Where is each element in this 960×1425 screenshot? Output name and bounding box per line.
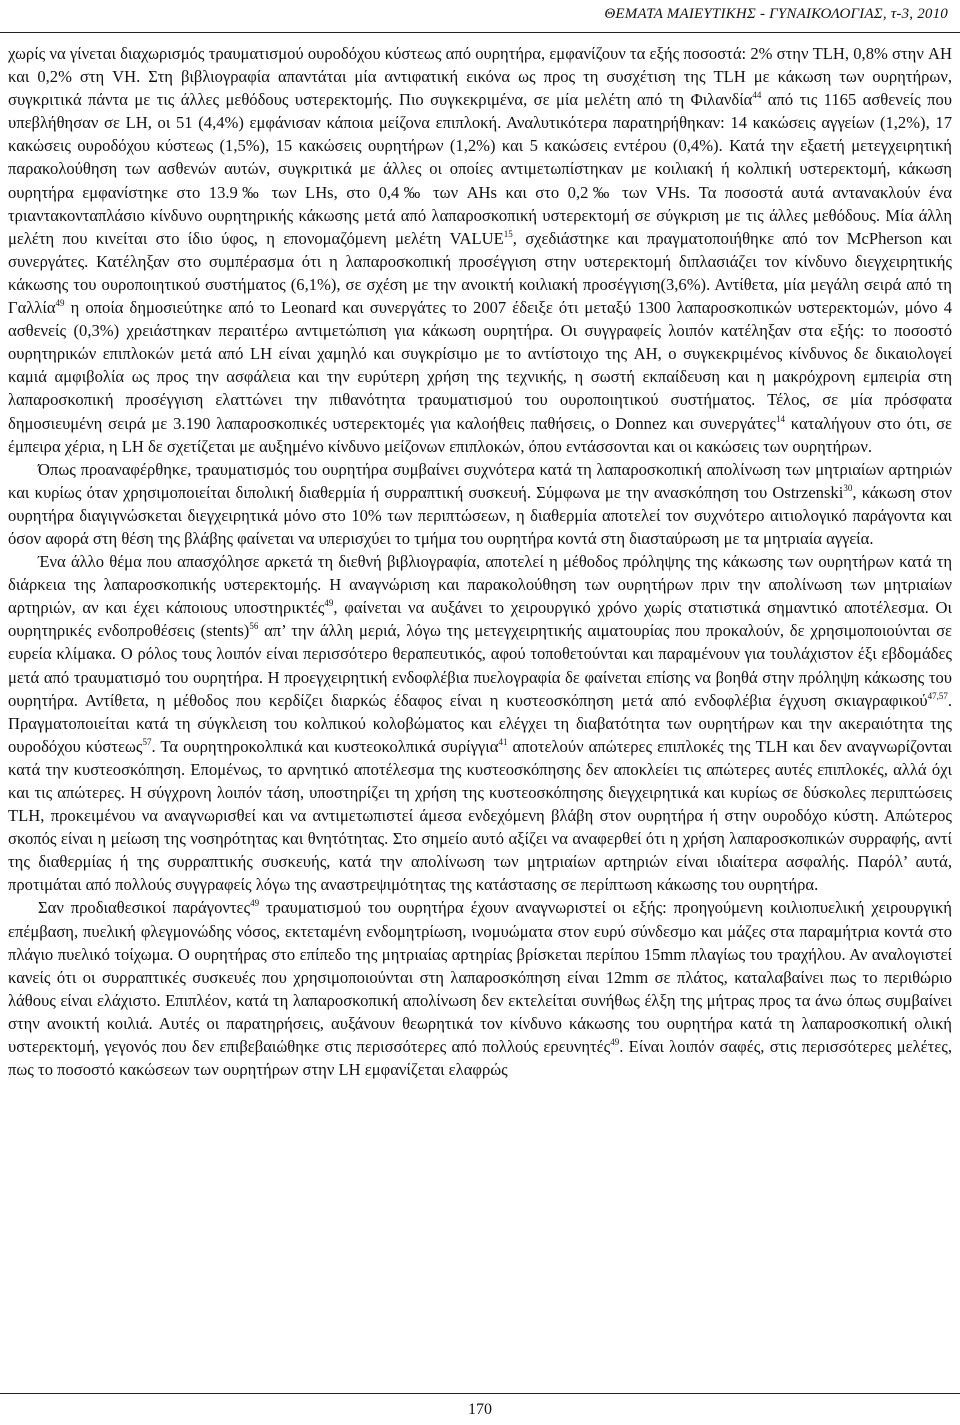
text-segment: , φαίνεται να αυξάνει το χειρουργικό χρόνο χωρίς στατιστικά σημαντικό αποτέλεσμα. Οι ουρητηρικές ενδοπροθέσεις (stents) [8,598,952,641]
text-segment: . Τα ουρητηροκολπικά και κυστεοκολπικά συρίγγια [151,736,499,756]
text-segment: απ’ την άλλη μεριά, λόγω της μετεγχειρητικής αιματουρίας που προκαλούν, δε χρησιμοποιούνται σε ευρεία κλίμακα. Ο ρόλος τους λοιπόν είναι περισσότερο θεραπευτικός, αφού τοποθετούνται και παραμένουν για τουλάχιστον έξι εβδομάδες μετά από τραυματισμό του ουρητήρα. Η προεγχειρητική ενδοφλέβια πυελογραφία δε φαίνεται επίσης να βοηθά στην πρόληψη κάκωσης του ουρητήρα. Αντίθετα, η μέθοδος που κερδίζει διαρκώς έδαφος είναι η κυστεοσκόπηση μετά από ενδοφλέβια έγχυση σκιαγραφικού [8,621,952,710]
text-segment: τραυματισμού του ουρητήρα έχουν αναγνωριστεί οι εξής: προηγούμενη κοιλιοπυελική χειρουργική επέμβαση, πυελική φλεγμονώδης νόσος, εκτεταμένη ενδομητρίωση, ινομυώματα στον ευρύ σύνδεσμο και μάζες στα παραμήτρια κοντά στο πλάγιο πυελικό τοίχωμα. Ο ουρητήρας στο επίπεδο της μητριαίας αρτηρίας βρίσκεται περίπου 15mm πλαγίως του τραχήλου. Αν αναλογιστεί κανείς ότι οι συρραπτικές συσκευές που χρησιμοποιούνται στη λαπαροσκόπηση είναι 12mm σε πλάτος, καταλαβαίνει πως το περιθώριο λάθους είναι ελάχιστο. Επιπλέον, κατά τη λαπαροσκοπική απολίνωση δεν εκτελείται συνήθως έλξη της μήτρας προς τα άνω όπως συμβαίνει στην ανοικτή κοιλιά. Αυτές οι παρατηρήσεις, αυξάνουν θεωρητικά τον κίνδυνο κάκωσης του ουρητήρα κατά τη λαπαροσκοπική ολική υστερεκτομή, γεγονός που δεν επιβεβαιώθηκε στις περισσότερες από πολλούς ερευνητές [8,898,952,1057]
text-segment: Σαν προδιαθεσικοί παράγοντες [38,898,251,918]
footer-rule [0,1393,960,1394]
reference-superscript: 41 [498,736,508,747]
reference-superscript: 15 [503,228,513,239]
reference-superscript: 57 [142,736,152,747]
text-segment: Ένα άλλο θέμα που απασχόλησε αρκετά τη διεθνή βιβλιογραφία, αποτελεί η μέθοδος πρόληψης της κάκωσης των ουρητήρων κατά τη διάρκεια της λαπαροσκοπικής υστερεκτομής. Η αναγνώριση και παρακολούθηση των ουρητήρων πριν την απολίνωση των μητριαίων αρτηριών, αν και έχει κάποιους υποστηρικτές [8,552,952,618]
text-segment: καταλήγουν στο ότι, σε έμπειρα χέρια, η LH δε σχετίζεται με αυξημένο κίνδυνο μείζονων επιπλοκών, όπου εντάσσονται και οι κακώσεις των ουρητήρων. [8,413,952,456]
header-rule [0,32,960,33]
reference-superscript: 49 [610,1037,620,1048]
paragraph-2 [8,458,952,550]
text-segment: , κάκωση στον ουρητήρα διαγιγνώσκεται διεγχειρητικά μόνο στο 10% των περιπτώσεων, η διαθερμία αποτελεί τον συχνότερο αιτιολογικό παράγοντα και όσον αφορά στη θέση της βλάβης φαίνεται να υπερισχύει το τμήμα του ουρητήρα κοντά στη διασταύρωση με τα μητριαία αγγεία. [8,482,952,548]
text-segment: , σχεδιάστηκε και πραγματοποιήθηκε από τον McPherson και συνεργάτες. Κατέληξαν στο συμπέρασμα ότι η λαπαροσκοπική προσέγγιση στην υστερεκτομή διπλασιάζει τον κίνδυνο διεγχειρητικής κάκωσης του ουροποιητικού συστήματος (6,1%), σε σχέση με την ανοικτή κοιλιακή προσέγγιση(3,6%). Αντίθετα, μία μεγάλη σειρά από τη Γαλλία [8,228,953,318]
page-header [0,0,960,38]
reference-superscript: 49 [55,298,65,309]
page-number: 170 [468,1401,492,1418]
reference-superscript: 47,57 [927,690,948,701]
reference-superscript: 49 [250,898,260,909]
text-segment: η οποία δημοσιεύτηκε από το Leonard και συνεργάτες το 2007 έδειξε ότι μεταξύ 1300 λαπαροσκοπικών υστερεκτομών, μόνο 4 ασθενείς (0,3%) χρειάστηκαν περαιτέρω αντιμετώπιση για κάκωση ουρητήρα. Οι συγγραφείς λοιπόν κατέληξαν στα εξής: το ποσοστό ουρητηρικών επιπλοκών μετά από LH είναι χαμηλό και συγκρίσιμο με το αντίστοιχο της AH, ο συγκεκριμένος κίνδυνος δε δικαιολογεί καμιά αμφιβολία ως προς την ασφάλεια και την ευρύτερη χρήση της τεχνικής, η σωστή εκπαίδευση και η μακρόχρονη εμπειρία στη λαπαροσκοπική προσέγγιση ελαττώνει την πιθανότητα τραυματισμού του ουροποιητικού συστήματος. Τέλος, σε μία πρόσφατα δημοσιευμένη σειρά με 3.190 λαπαροσκοπικές υστερεκτομές για καλοήθεις παθήσεις, ο Donnez και συνεργάτες [8,298,952,433]
text-segment: αποτελούν απώτερες επιπλοκές της TLH και δεν αναγνωρίζονται κατά την κυστεοσκόπηση. Επομένως, το αρνητικό αποτέλεσμα της κυστεοσκόπησης δεν αποκλείει τις απώτερες αυτές επιπλοκές, αλλά όχι και τις απώτερες. Η σύγχρονη λοιπόν τάση, υποστηρίζει τη χρήση της κυστεοσκόπησης διεγχειρητικά και κυρίως σε δύσκολες περιπτώσεις TLH, προκειμένου να αναγνωρισθεί και να αντιμετωπιστεί άμεσα ενδεχόμενη βλάβη στον ουρητήρα ή στην ουροδόχο κύστη. Απώτερος σκοπός είναι η μείωση της νοσηρότητας και θνητότητας. Στο σημείο αυτό αξίζει να αναφερθεί ότι η χρήση λαπαροσκοπικών συρραφής, αντί της διαθερμίας ή της συρραπτικής συσκευής, κατά την απολίνωση των μητριαίων αρτηριών είναι ιδιαίτερα ασφαλής. Παρόλ’ αυτά, προτιμάται από πολλούς συγγραφείς λόγω της αναστρεψιμότητας της κατάστασης σε περίπτωση κάκωσης του ουρητήρα. [8,736,952,895]
article-body [8,42,952,1081]
reference-superscript: 56 [249,621,259,632]
paragraph-3 [8,550,952,896]
reference-superscript: 49 [324,598,334,609]
reference-superscript: 30 [843,482,853,493]
text-segment: . Πραγματοποιείται κατά τη σύγκλειση του κολπικού κολοβώματος και ελέγχει τη διαβατότητα των ουρητήρων και την ακεραιότητα της ουροδόχου κύστεως [8,690,952,756]
paragraph-1 [8,42,952,458]
paragraph-4 [8,896,952,1081]
text-segment: από τις 1165 ασθενείς που υπεβλήθησαν σε LH, οι 51 (4,4%) εμφάνισαν κάποια μείζονα επιπλοκή. Αναλυτικότερα παρατηρήθηκαν: 14 κακώσεις αγγείων (1,2%), 17 κακώσεις ουροδόχου κύστεως (1,5%), 15 κακώσεις ουρητήρων (1,2%) και 5 κακώσεις εντέρου (0,4%). Κατά την εξαετή μετεγχειρητική παρακολούθηση των ασθενών αυτών, συγκριτικά με άλλες οι οποίες αντιμετωπίστηκαν με κοιλιακή ή κολπική υστερεκτομή, κάκωση ουρητήρα εμφανίστηκε στο 13.9‰ των LHs, στο 0,4‰ των AHs και στο 0,2‰ των VHs. Τα ποσοστά αυτά αντανακλούν ένα τριαντακονταπλάσιο κίνδυνο ουρητηρικής κάκωσης μετά από λαπαροσκοπική υστερεκτομή σε σύγκριση με τις άλλες μεθόδους. Μία άλλη μελέτη που κινείται στο ίδιο ύφος, η επονομαζόμενη μελέτη VALUE [8,90,952,248]
running-header-title: ΘΕΜΑΤΑ ΜΑΙΕΥΤΙΚΗΣ - ΓΥΝΑΙΚΟΛΟΓΙΑΣ, τ-3, 2010 [604,6,948,22]
reference-superscript: 44 [752,90,762,101]
text-segment: . Είναι λοιπόν σαφές, στις περισσότερες μελέτες, πως το ποσοστό κακώσεων των ουρητήρων στην LH εμφανίζεται ελαφρώς [8,1037,952,1080]
reference-superscript: 14 [775,413,785,424]
text-segment: Όπως προαναφέρθηκε, τραυματισμός του ουρητήρα συμβαίνει συχνότερα κατά τη λαπαροσκοπική απολίνωση των μητριαίων αρτηριών και κυρίως όταν χρησιμοποιείται διπολική διαθερμία ή συρραπτική συσκευή. Σύμφωνα με την ανασκόπηση του Ostrzenski [8,459,952,502]
text-segment: χωρίς να γίνεται διαχωρισμός τραυματισμού ουροδόχου κύστεως από ουρητήρα, εμφανίζουν τα εξής ποσοστά: 2% στην TLH, 0,8% στην AH και 0,2% στη VH. Στη βιβλιογραφία απαντάται μία αντιφατική εικόνα ως προς τη συσχέτιση της TLH με κάκωση των ουρητήρων, συγκριτικά πάντα με τις άλλες μεθόδους υστερεκτομής. Πιο συγκεκριμένα, σε μία μελέτη από τη Φιλανδία [8,44,952,110]
